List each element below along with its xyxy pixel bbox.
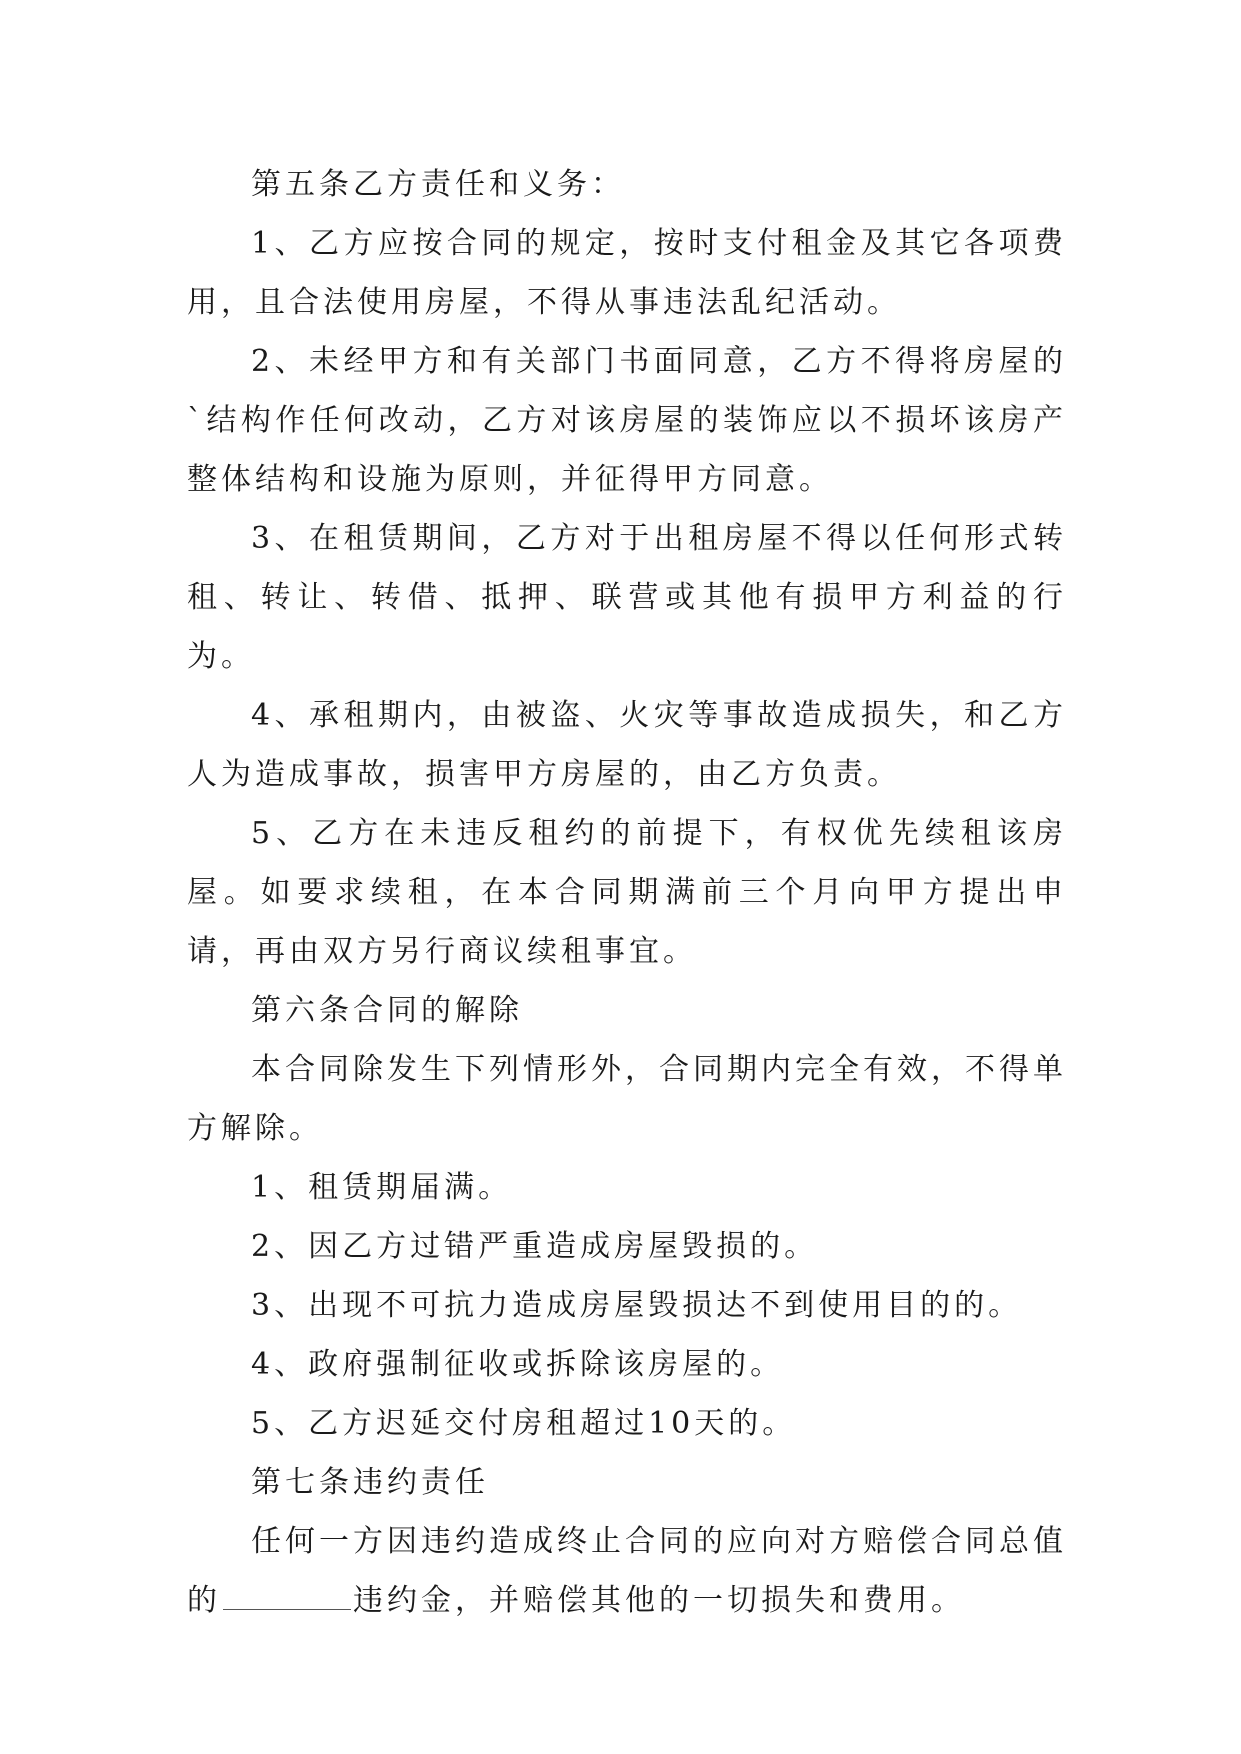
article-5-item-5: 5、乙方在未违反租约的前提下，有权优先续租该房屋。如要求续租，在本合同期满前三个月向甲方提出申请，再由双方另行商议续租事宜。 — [187, 816, 1067, 969]
article-6-intro: 本合同除发生下列情形外，合同期内完全有效，不得单方解除。 — [187, 1052, 1067, 1146]
fill-in-blank — [223, 1579, 351, 1610]
article-6-heading: 第六条合同的解除 — [251, 993, 523, 1028]
article-7-body — [187, 1512, 1067, 1630]
article-6-item-4: 4、政府强制征收或拆除该房屋的。 — [251, 1347, 785, 1382]
article-5-item-1: 1、乙方应按合同的规定，按时支付租金及其它各项费用，且合法使用房屋，不得从事违法乱纪活动。 — [187, 226, 1067, 320]
article-5-heading: 第五条乙方责任和义务： — [251, 167, 625, 202]
article-7-text-after-blank: 违约金，并赔偿其他的一切损失和费用。 — [353, 1583, 965, 1618]
article-6-item-3: 3、出现不可抗力造成房屋毁损达不到使用目的的。 — [251, 1288, 1023, 1323]
article-6-item-5: 5、乙方迟延交付房租超过10天的。 — [251, 1406, 797, 1441]
article-7-heading: 第七条违约责任 — [251, 1465, 489, 1500]
article-6-item-1: 1、租赁期届满。 — [251, 1170, 513, 1205]
article-5-item-2: 2、未经甲方和有关部门书面同意，乙方不得将房屋的`结构作任何改动，乙方对该房屋的装饰应以不损坏该房产整体结构和设施为原则，并征得甲方同意。 — [187, 344, 1067, 497]
article-5-item-3: 3、在租赁期间，乙方对于出租房屋不得以任何形式转租、转让、转借、抵押、联营或其他有损甲方利益的行为。 — [187, 521, 1067, 674]
article-6-item-2: 2、因乙方过错严重造成房屋毁损的。 — [251, 1229, 819, 1264]
document-body — [187, 155, 1067, 1630]
article-7-text-before-blank: 任何一方因违约造成终止合同的应向对方赔偿合同总值的 — [187, 1524, 1067, 1618]
article-5-item-4: 4、承租期内，由被盗、火灾等事故造成损失，和乙方人为造成事故，损害甲方房屋的，由乙方负责。 — [187, 698, 1067, 792]
